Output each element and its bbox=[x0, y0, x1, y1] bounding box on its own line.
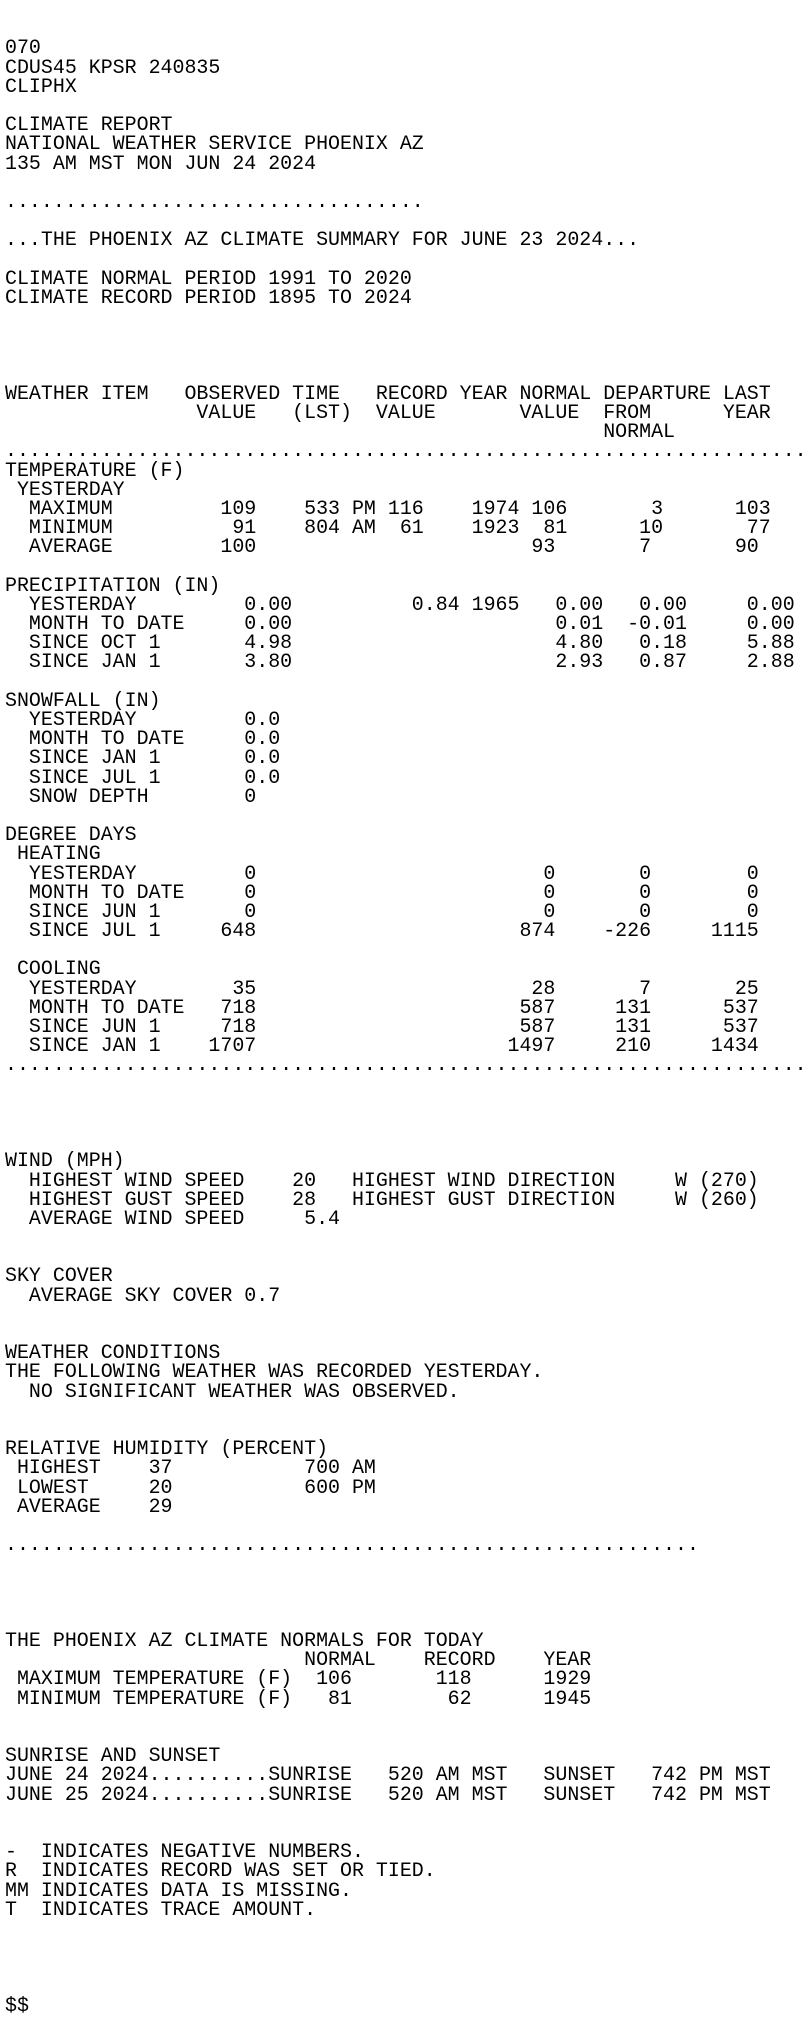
report-line bbox=[5, 307, 810, 326]
report-line: COOLING bbox=[5, 957, 101, 981]
report-line: SKY COVER bbox=[5, 1264, 113, 1288]
report-line: NORMAL bbox=[5, 420, 676, 444]
report-line: LOWEST 20 600 PM bbox=[5, 1475, 376, 1499]
report-line: 070 bbox=[5, 36, 41, 60]
report-line bbox=[5, 1919, 810, 1938]
report-line: THE PHOENIX AZ CLIMATE NORMALS FOR TODAY bbox=[5, 1629, 484, 1653]
report-line: - INDICATES NEGATIVE NUMBERS. bbox=[5, 1840, 364, 1864]
report-line: SINCE JUN 1 0 0 0 0 bbox=[5, 899, 759, 923]
report-line: ................................................................... bbox=[5, 1053, 807, 1077]
report-line: YESTERDAY 35 28 7 25 bbox=[5, 976, 759, 1000]
report-line: YESTERDAY 0 0 0 0 bbox=[5, 861, 759, 885]
report-line: SNOW DEPTH 0 bbox=[5, 784, 257, 808]
report-line bbox=[5, 940, 810, 959]
report-line: ................................................................... bbox=[5, 439, 807, 463]
report-line: JUNE 25 2024..........SUNRISE 520 AM MST SUNSET 742 PM MST bbox=[5, 1782, 771, 1806]
report-line bbox=[5, 1305, 810, 1324]
report-line: MINIMUM TEMPERATURE (F) 81 62 1945 bbox=[5, 1686, 592, 1710]
report-line: MONTH TO DATE 0 0 0 0 bbox=[5, 880, 759, 904]
report-line bbox=[5, 1804, 810, 1823]
report-line: AVERAGE 100 93 7 90 bbox=[5, 535, 759, 559]
report-line: WEATHER CONDITIONS bbox=[5, 1341, 221, 1365]
report-line: SNOWFALL (IN) bbox=[5, 688, 161, 712]
report-line: CLIMATE NORMAL PERIOD 1991 TO 2020 bbox=[5, 266, 412, 290]
report-line: MINIMUM 91 804 AM 61 1923 81 10 77 bbox=[5, 516, 771, 540]
climate-summary-table bbox=[5, 381, 810, 1113]
report-line: MM INDICATES DATA IS MISSING. bbox=[5, 1878, 352, 1902]
report-line: PRECIPITATION (IN) bbox=[5, 573, 221, 597]
report-line bbox=[5, 1573, 810, 1592]
report-line: RELATIVE HUMIDITY (PERCENT) bbox=[5, 1437, 329, 1461]
report-line bbox=[5, 557, 810, 576]
wind-sky-humidity-section bbox=[5, 1151, 810, 1592]
report-line: TEMPERATURE (F) bbox=[5, 458, 185, 482]
report-line: MAXIMUM 109 533 PM 116 1974 106 3 103 bbox=[5, 496, 771, 520]
normals-sunrise-legend-section bbox=[5, 1631, 810, 2015]
report-line: HIGHEST WIND SPEED 20 HIGHEST WIND DIRECTION W (270) bbox=[5, 1168, 759, 1192]
report-line: .......................................................... bbox=[5, 1533, 699, 1557]
report-line: T INDICATES TRACE AMOUNT. bbox=[5, 1897, 317, 1921]
report-line: DEGREE DAYS bbox=[5, 823, 137, 847]
report-line: SUNRISE AND SUNSET bbox=[5, 1744, 221, 1768]
report-line bbox=[5, 326, 810, 345]
report-line: WEATHER ITEM OBSERVED TIME RECORD YEAR NORMAL DEPARTURE LAST bbox=[5, 381, 771, 405]
report-line: MONTH TO DATE 0.0 bbox=[5, 727, 281, 751]
report-line bbox=[5, 1554, 810, 1573]
report-line bbox=[5, 1957, 810, 1976]
report-line: SINCE JUL 1 0.0 bbox=[5, 765, 281, 789]
report-line: MAXIMUM TEMPERATURE (F) 106 118 1929 bbox=[5, 1667, 592, 1691]
report-line: NORMAL RECORD YEAR bbox=[5, 1648, 592, 1672]
report-line: SINCE OCT 1 4.98 4.80 0.18 5.88 bbox=[5, 631, 795, 655]
report-line bbox=[5, 1401, 810, 1420]
report-line: NO SIGNIFICANT WEATHER WAS OBSERVED. bbox=[5, 1379, 460, 1403]
report-line: 135 AM MST MON JUN 24 2024 bbox=[5, 151, 317, 175]
report-line: CLIMATE RECORD PERIOD 1895 TO 2024 bbox=[5, 285, 412, 309]
report-line: WIND (MPH) bbox=[5, 1149, 125, 1173]
report-line: AVERAGE SKY COVER 0.7 bbox=[5, 1283, 281, 1307]
report-line bbox=[5, 1938, 810, 1957]
report-line bbox=[5, 672, 810, 691]
report-line bbox=[5, 1075, 810, 1094]
report-line: SINCE JAN 1 1707 1497 210 1434 bbox=[5, 1034, 759, 1058]
report-line bbox=[5, 1228, 810, 1247]
report-line: HIGHEST 37 700 AM bbox=[5, 1456, 376, 1480]
report-line: HEATING bbox=[5, 842, 101, 866]
report-line: $$ bbox=[5, 1993, 29, 2017]
report-line: YESTERDAY 0.00 0.84 1965 0.00 0.00 0.00 bbox=[5, 592, 795, 616]
report-line: CLIMATE REPORT bbox=[5, 113, 173, 137]
report-line bbox=[5, 1094, 810, 1113]
report-line: YESTERDAY 0.0 bbox=[5, 708, 281, 731]
report-line: VALUE (LST) VALUE VALUE FROM YEAR bbox=[5, 401, 771, 424]
report-line: SINCE JUL 1 648 874 -226 1115 bbox=[5, 919, 759, 943]
report-line: MONTH TO DATE 0.00 0.01 -0.01 0.00 bbox=[5, 612, 795, 636]
report-line: ...THE PHOENIX AZ CLIMATE SUMMARY FOR JUNE 23 2024... bbox=[5, 228, 640, 252]
report-line: ................................... bbox=[5, 189, 424, 213]
report-line: R INDICATES RECORD WAS SET OR TIED. bbox=[5, 1859, 436, 1883]
product-header-section bbox=[5, 38, 810, 345]
report-line: SINCE JAN 1 0.0 bbox=[5, 746, 281, 770]
report-line: SINCE JUN 1 718 587 131 537 bbox=[5, 1015, 759, 1038]
report-line: THE FOLLOWING WEATHER WAS RECORDED YESTERDAY. bbox=[5, 1360, 544, 1384]
report-line: JUNE 24 2024..........SUNRISE 520 AM MST SUNSET 742 PM MST bbox=[5, 1763, 771, 1787]
report-line bbox=[5, 1708, 810, 1727]
report-line bbox=[5, 1247, 810, 1266]
report-line: AVERAGE WIND SPEED 5.4 bbox=[5, 1206, 341, 1230]
report-line bbox=[5, 249, 810, 268]
report-line: HIGHEST GUST SPEED 28 HIGHEST GUST DIRECTION W (260) bbox=[5, 1187, 759, 1211]
report-line: MONTH TO DATE 718 587 131 537 bbox=[5, 995, 759, 1019]
report-line: SINCE JAN 1 3.80 2.93 0.87 2.88 bbox=[5, 650, 795, 674]
report-line: NATIONAL WEATHER SERVICE PHOENIX AZ bbox=[5, 132, 424, 156]
report-line: CDUS45 KPSR 240835 bbox=[5, 55, 221, 79]
report-line: AVERAGE 29 bbox=[5, 1494, 173, 1518]
report-line: CLIPHX bbox=[5, 74, 77, 98]
report-line: YESTERDAY bbox=[5, 477, 125, 501]
report-line bbox=[5, 1976, 810, 1995]
